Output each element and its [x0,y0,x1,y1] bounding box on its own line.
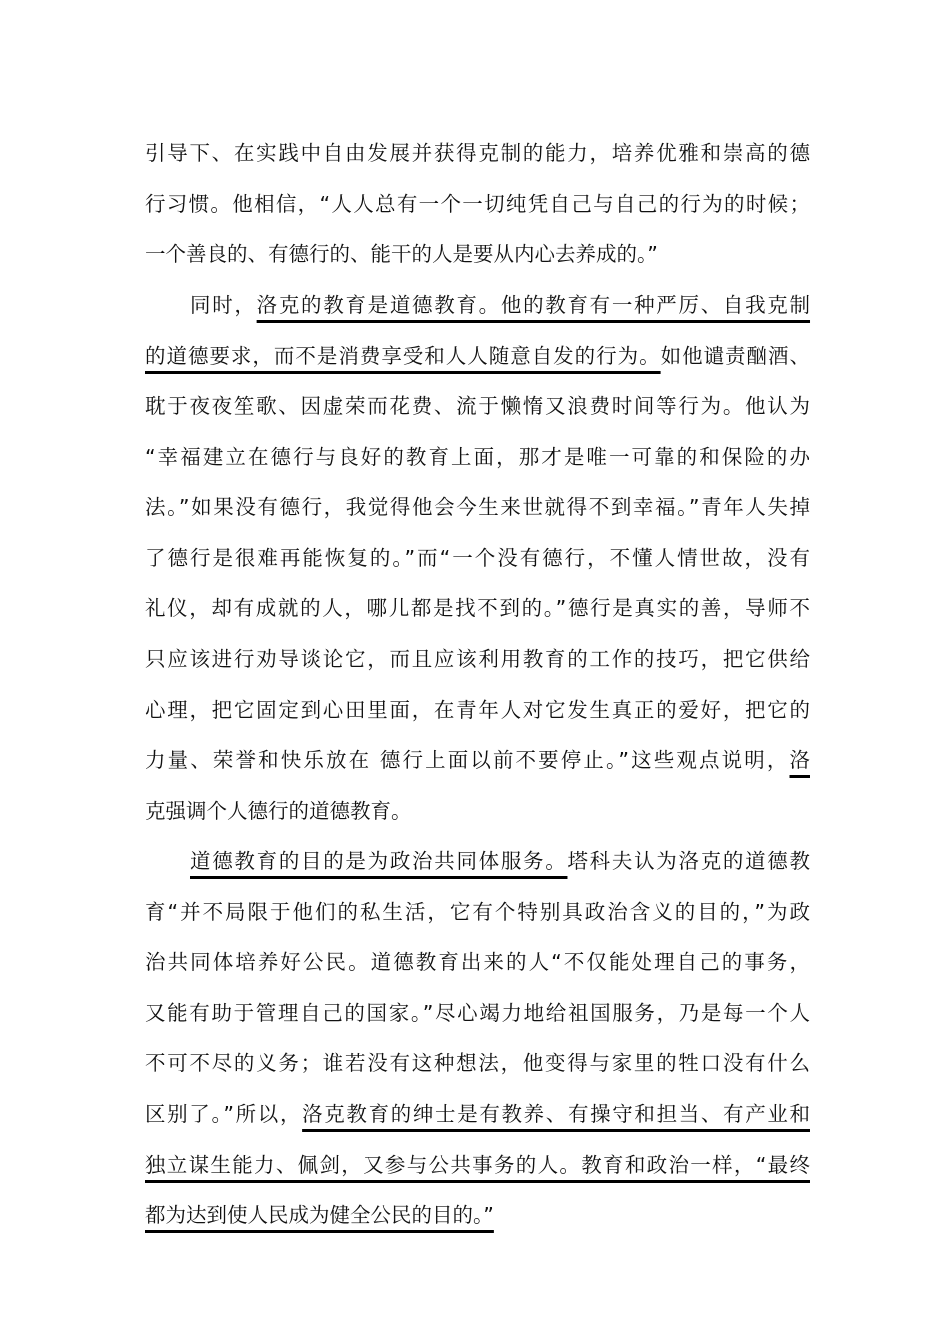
text-run: 区别了。”所以， [145,1101,303,1126]
text-line [145,948,810,976]
underlined-text: 洛克教育的绅士是有教养、有操守和担当、有产业和 [302,1101,810,1126]
underlined-text: 独立谋生能力、佩剑，又参与公共事务的人。教育和政治一样，“最终 [145,1152,810,1177]
text-line [145,493,810,521]
underlined-text: 的道德要求，而不是消费享受和人人随意自发的行为。 [145,343,661,368]
text-line [190,847,810,875]
text-run: “幸福建立在德行与良好的教育上面，那才是唯一可靠的和保险的办 [145,444,810,469]
text-line [145,898,810,926]
text-line [145,746,810,774]
text-line [145,544,810,572]
text-run: 力量、荣誉和快乐放在 德行上面以前不要停止。”这些观点说明， [145,747,790,772]
text-run: 治共同体培养好公民。道德教育出来的人“不仅能处理自己的事务， [145,949,810,974]
text-line [145,1151,810,1179]
text-line [145,594,810,622]
text-line [145,999,810,1027]
text-run: 塔科夫认为洛克的道德教 [567,848,811,873]
text-run: 克强调个人德行的道德教育。 [145,798,412,823]
text-line [190,291,810,319]
text-run: 又能有助于管理自己的国家。”尽心竭力地给祖国服务，乃是每一个人 [145,1000,810,1025]
text-line [145,443,810,471]
text-line [145,696,810,724]
text-run: 了德行是很难再能恢复的。”而“一个没有德行，不懂人情世故，没有 [145,545,810,570]
underlined-text: 洛克的教育是道德教育。他的教育有一种严厉、自我克制 [256,292,811,317]
text-run: 一个善良的、有德行的、能干的人是要从内心去养成的。” [145,241,658,266]
underlined-text: 都为达到使人民成为健全公民的目的。” [145,1202,494,1227]
text-run: 同时， [190,292,257,317]
text-line [145,190,810,218]
text-run: 心理，把它固定到心田里面，在青年人对它发生真正的爱好，把它的 [145,697,810,722]
text-run: 礼仪，却有成就的人，哪儿都是找不到的。”德行是真实的善，导师不 [145,595,810,620]
text-line [145,1201,810,1229]
text-run: 育“并不局限于他们的私生活，它有个特别具政治含义的目的，”为政 [145,899,810,924]
text-run: 行习惯。他相信，“人人总有一个一切纯凭自己与自己的行为的时候； [145,191,810,216]
text-run: 不可不尽的义务；谁若没有这种想法，他变得与家里的牲口没有什么 [145,1050,810,1075]
underlined-text: 道德教育的目的是为政治共同体服务。 [190,848,568,873]
text-line [145,139,810,167]
text-line [145,1049,810,1077]
text-line [145,645,810,673]
text-run: 如他谴责酗酒、 [660,343,811,368]
text-line [145,240,810,268]
text-line [145,797,810,825]
text-run: 耽于夜夜笙歌、因虚荣而花费、流于懒惰又浪费时间等行为。他认为 [145,393,810,418]
text-run: 只应该进行劝导谈论它，而且应该利用教育的工作的技巧，把它供给 [145,646,810,671]
text-run: 法。”如果没有德行，我觉得他会今生来世就得不到幸福。”青年人失掉 [145,494,810,519]
text-line [145,392,810,420]
text-line [145,1100,810,1128]
underlined-text: 洛 [789,747,810,772]
text-run: 引导下、在实践中自由发展并获得克制的能力，培养优雅和崇高的德 [145,140,810,165]
text-line [145,342,810,370]
